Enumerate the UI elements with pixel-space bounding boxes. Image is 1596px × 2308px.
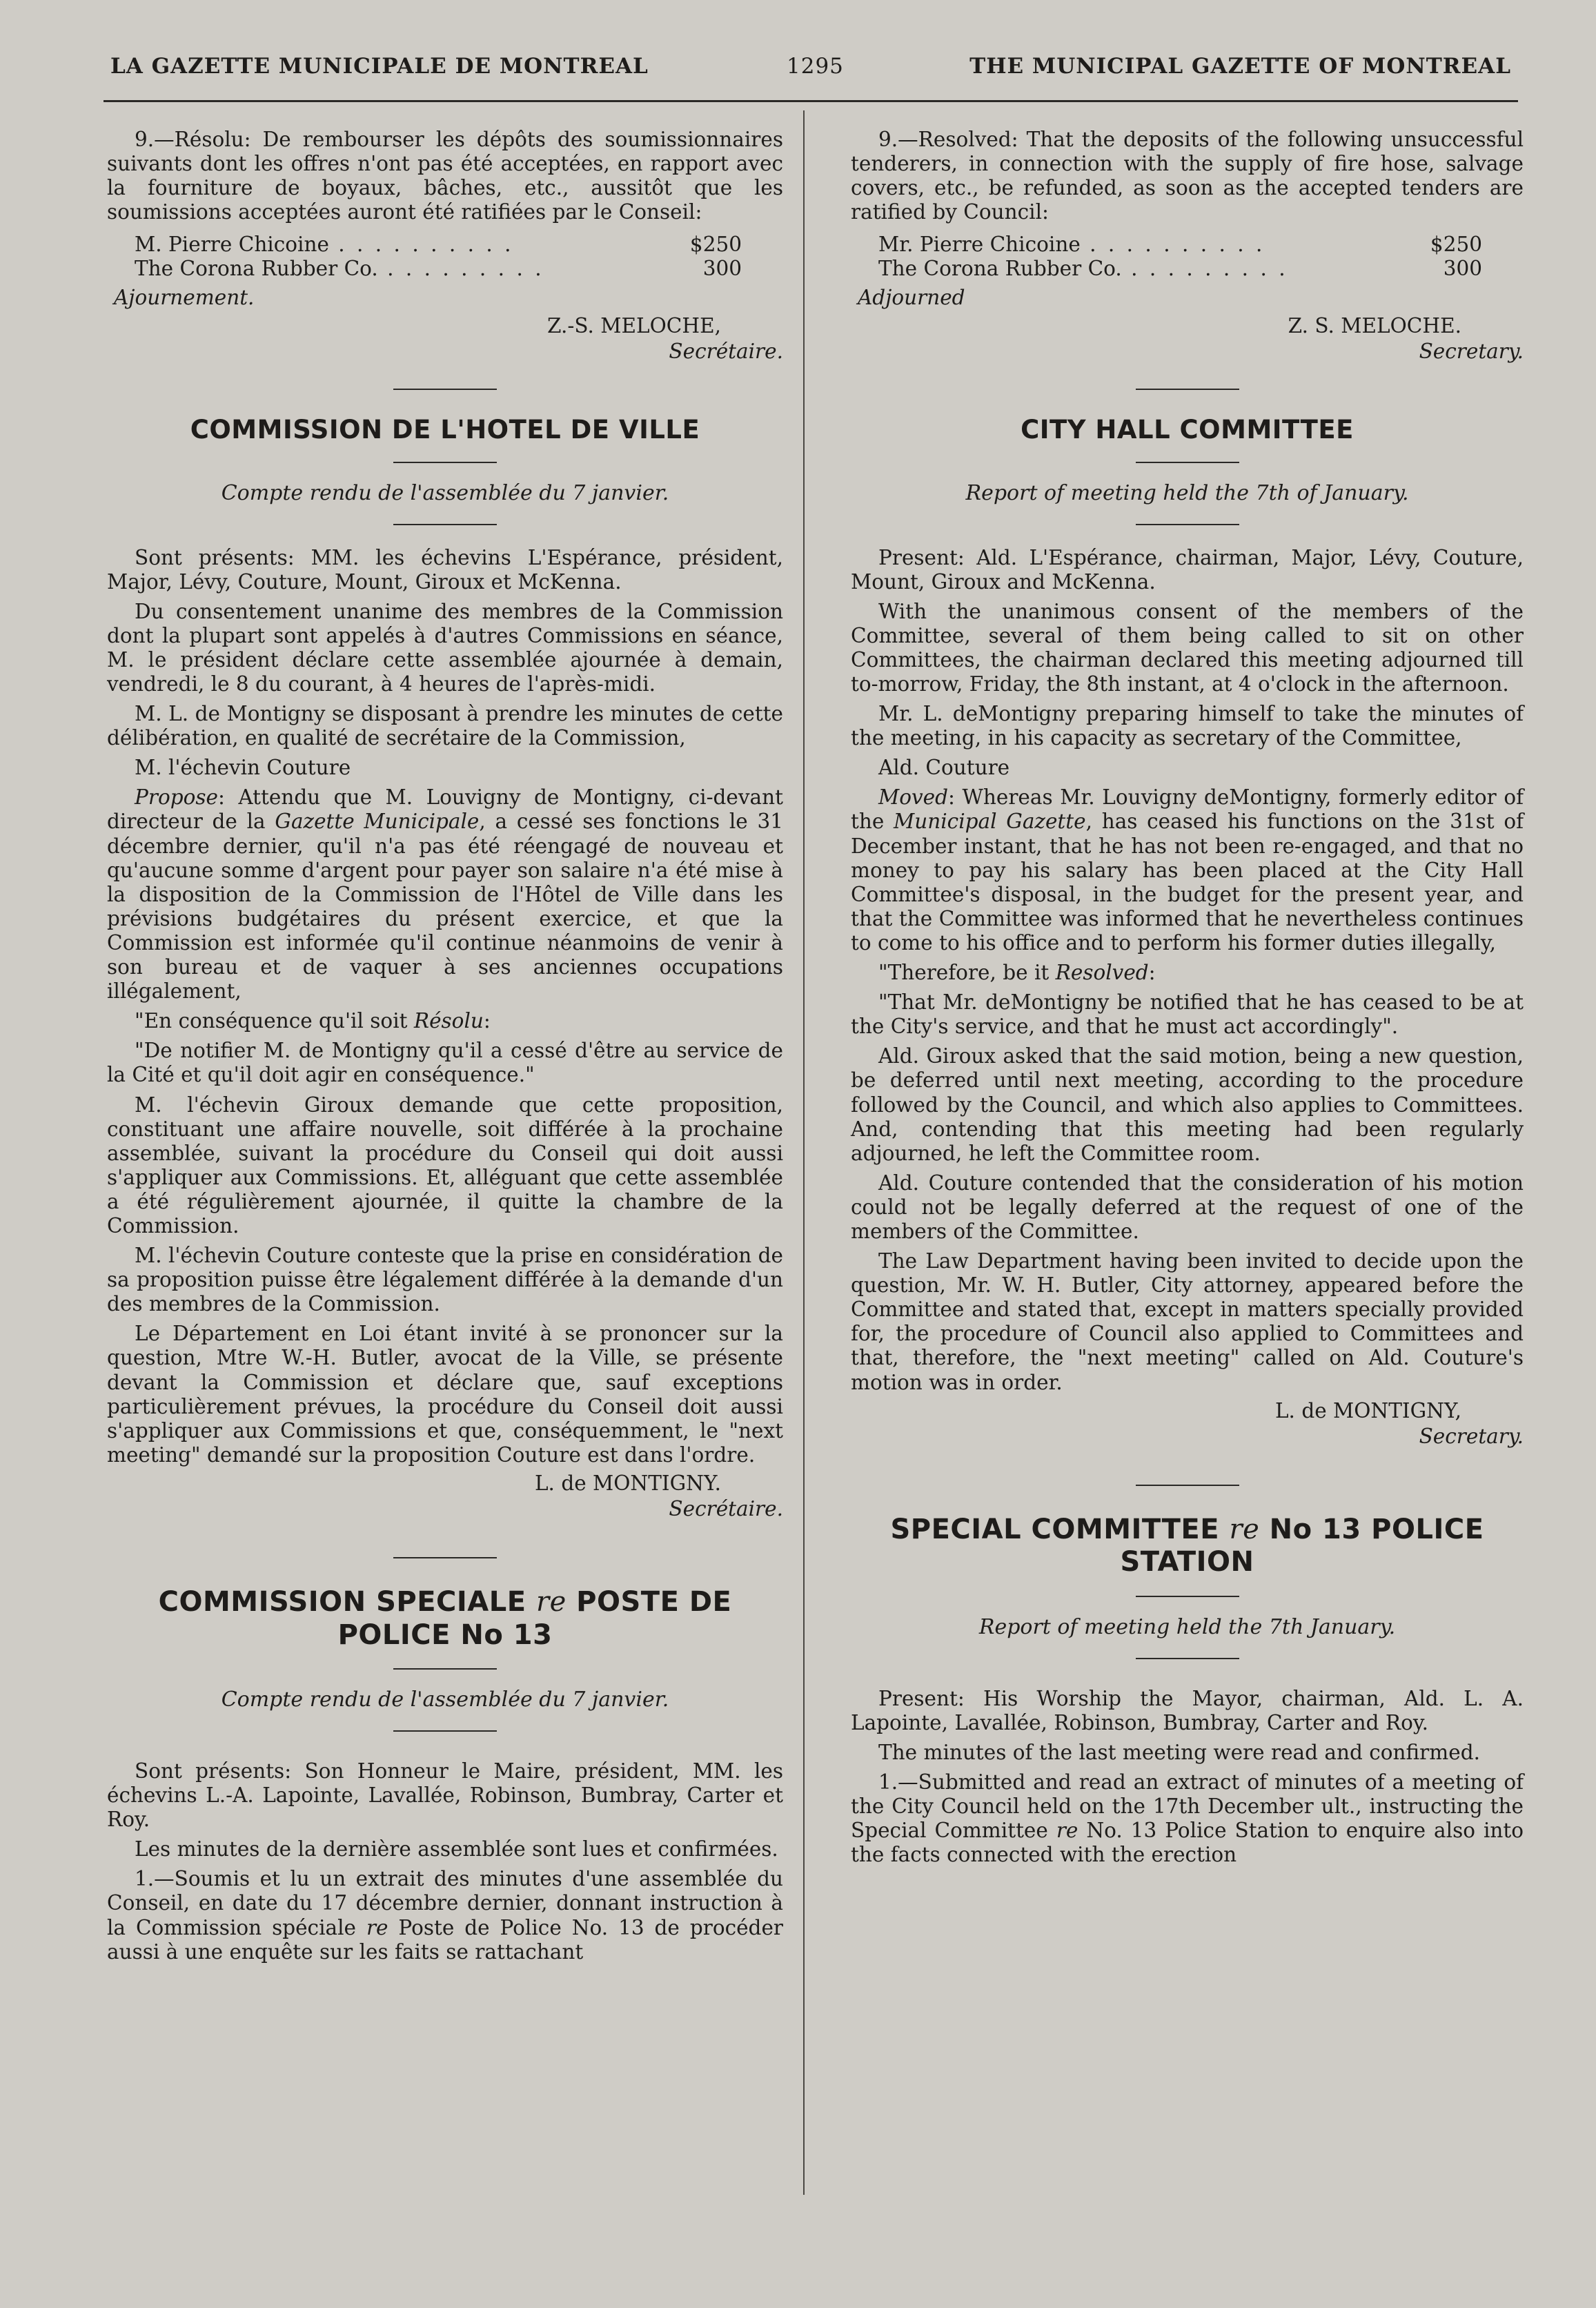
section-rule	[1136, 1658, 1239, 1659]
signature-title: Secretary.	[1419, 1424, 1524, 1448]
tenderer-name: The Corona Rubber Co. . . .	[878, 257, 1420, 281]
running-head	[110, 54, 1511, 81]
motion-label: Propose	[135, 785, 218, 810]
section-rule	[393, 1557, 497, 1558]
tenderer-name: The Corona Rubber Co. . . .	[135, 257, 680, 281]
paragraph: The Law Department having been invited to decide upon the question, Mr. W. H. Butler, City attorney, appeared before the Committee and stated that, except in matters specially provided for, the procedure of Council also applied to Committees and that, therefore, the "next meeting" called on Ald. Couture's motion was in order.	[851, 1249, 1524, 1394]
resolution-label: Résolu	[413, 1009, 484, 1033]
deposit-list	[851, 233, 1524, 281]
text-run: re	[1229, 1513, 1260, 1545]
section-rule	[393, 389, 497, 390]
paragraph: M. l'échevin Giroux demande que cette proposition, constituant une affaire nouvelle, soit différée à la prochaine assemblée, suivant la procédure du Conseil qui doit aussi s'appliquer aux Commissions. Et, alléguant que cette assemblée a été régulièrement ajournée, il quitte la chambre de la Commission.	[107, 1093, 783, 1238]
paragraph: Present: Ald. L'Espérance, chairman, Major, Lévy, Couture, Mount, Giroux and McKenna.	[851, 545, 1524, 594]
section-subheading: Compte rendu de l'assemblée du 7 janvier.	[221, 480, 669, 505]
adjourned-note: Ajournement.	[114, 285, 255, 309]
paragraph: Les minutes de la dernière assemblée sont lues et confirmées.	[135, 1837, 778, 1861]
page-number: 1295	[787, 54, 844, 79]
resolution-9: 9.—Resolved: That the deposits of the following unsuccessful tenderers, in connection with the supply of fire hose, salvage covers, etc., be refunded, as soon as the accepted tenders are ratified by Council:	[851, 128, 1524, 224]
french-column	[107, 128, 783, 1964]
paragraph	[851, 961, 1524, 985]
paragraph: "De notifier M. de Montigny qu'il a cessé d'être au service de la Cité et qu'il doit agir en conséquence."	[107, 1039, 783, 1087]
text-run: :	[483, 1009, 491, 1033]
paragraph: Mr. L. deMontigny preparing himself to take the minutes of the meeting, in his capacity as secretary of the Committee,	[851, 702, 1524, 750]
signature-title: Secrétaire.	[669, 1497, 783, 1521]
resolution-label: Resolved	[1055, 961, 1149, 985]
paragraph: M. L. de Montigny se disposant à prendre les minutes de cette délibération, en qualité de secrétaire de la Commission,	[107, 702, 783, 750]
english-column	[851, 128, 1524, 1867]
resolution-9: 9.—Résolu: De rembourser les dépôts des soumissionnaires suivants dont les offres n'ont pas été acceptées, en rapport avec la fourniture de boyaux, bâches, etc., aussitôt que les soumissions acceptées auront été ratifiées par le Conseil:	[107, 128, 783, 224]
section-subheading: Report of meeting held the 7th January.	[978, 1615, 1396, 1640]
signature-title: Secrétaire.	[669, 339, 783, 363]
section-heading	[107, 1586, 783, 1652]
paragraph: Du consentement unanime des membres de la Commission dont la plupart sont appelés à d'autres Commissions en séance, M. le président déclare cette assemblée ajournée à demain, vendredi, le 8 du courant, à 4 heures de l'après-midi.	[107, 599, 783, 696]
text-run: No. 13 Police Station to enquire also into the facts connected with the erection	[851, 1819, 1524, 1867]
signature-title: Secretary.	[1419, 339, 1524, 363]
text-run: SPECIAL COMMITTEE	[890, 1513, 1230, 1545]
paragraph: "That Mr. deMontigny be notified that he has ceased to be at the City's service, and that he must act accordingly".	[851, 990, 1524, 1039]
paragraph	[851, 1770, 1524, 1867]
list-item	[851, 233, 1524, 257]
paragraph: With the unanimous consent of the members of the Committee, several of them being called to sit on other Committees, the chairman declared this meeting adjourned till to-morrow, Friday, the 8th instant, at 4 o'clock in the afternoon.	[851, 599, 1524, 696]
running-head-english-title: THE MUNICIPAL GAZETTE OF MONTREAL	[969, 54, 1511, 79]
deposit-list	[107, 233, 783, 281]
section-rule	[393, 1730, 497, 1732]
list-item	[851, 257, 1524, 281]
section-rule	[1136, 1596, 1239, 1597]
text-run: re	[1056, 1819, 1078, 1843]
paragraph: Present: His Worship the Mayor, chairman, Ald. L. A. Lapointe, Lavallée, Robinson, Bumbray, Carter and Roy.	[851, 1686, 1524, 1734]
deposit-amount: 300	[702, 257, 742, 281]
section-rule	[1136, 462, 1239, 463]
section-rule	[1136, 389, 1239, 390]
section-rule	[393, 462, 497, 463]
text-run: re	[366, 1915, 388, 1939]
text-run: "En conséquence qu'il soit	[135, 1009, 414, 1033]
deposit-amount: $250	[1430, 233, 1482, 257]
section-heading	[851, 1514, 1524, 1579]
text-run: , has ceased his functions on the 31st of December instant, that he has not been re-engaged, and that no money to pay his salary has been placed at the City Hall Committee's disposal, in the budget for the present year, and that the Committee was informed that he nevertheless continues to come to his office and to perform his former duties illegally,	[851, 810, 1524, 955]
paragraph	[107, 785, 783, 1004]
text-run: : Attendu que M. Louvigny de Montigny, ci-devant directeur de la	[107, 785, 783, 834]
paragraph: The minutes of the last meeting were read and confirmed.	[878, 1740, 1480, 1764]
text-run: Poste de Police No. 13 de procéder aussi à une enquête sur les faits se rattachant	[107, 1915, 783, 1964]
paragraph: M. l'échevin Couture	[135, 756, 351, 780]
paragraph: Sont présents: MM. les échevins L'Espérance, président, Major, Lévy, Couture, Mount, Giroux et McKenna.	[107, 545, 783, 594]
section-heading: CITY HALL COMMITTEE	[1021, 414, 1354, 444]
section-subheading: Report of meeting held the 7th of January.	[965, 480, 1409, 505]
paragraph	[107, 1009, 783, 1033]
section-rule	[393, 524, 497, 525]
list-item	[107, 233, 783, 257]
list-item	[107, 257, 783, 281]
deposit-amount: $250	[689, 233, 742, 257]
paragraph: Le Département en Loi étant invité à se prononcer sur la question, Mtre W.-H. Butler, avocat de la Ville, se présente devant la Commission et déclare que, sauf exceptions particulièrement prévues, la procédure du Conseil doit aussi s'appliquer aux Commissions et que, conséquemment, le "next meeting" demandé sur la proposition Couture est dans l'ordre.	[107, 1322, 783, 1467]
section-heading: COMMISSION DE L'HOTEL DE VILLE	[190, 414, 700, 444]
running-head-french-title: LA GAZETTE MUNICIPALE DE MONTREAL	[110, 54, 649, 79]
signature-name: L. de MONTIGNY.	[534, 1471, 721, 1495]
signature-name: Z. S. MELOCHE.	[1288, 313, 1461, 338]
signature-name: L. de MONTIGNY,	[1274, 1398, 1461, 1422]
tenderer-name: Mr. Pierre Chicoine . . .	[878, 233, 1420, 257]
publication-name: Gazette Municipale	[275, 810, 480, 834]
adjourned-note: Adjourned	[858, 285, 965, 309]
text-run: No 13 POLICE STATION	[1120, 1513, 1484, 1578]
section-rule	[393, 1668, 497, 1670]
text-run: COMMISSION SPECIALE	[158, 1586, 536, 1618]
text-run: , a cessé ses fonctions le 31 décembre dernier, qu'il n'a pas été réengagé de nouveau et qu'aucune somme d'argent pour payer son salaire n'a été mise à la disposition de la Commission de l'Hôtel de Ville dans les prévisions budgétaires du présent exercice, et que la Commission est informée qu'il continue néanmoins de venir à son bureau et de vaquer à ses anciennes occupations illégalement,	[107, 810, 783, 1004]
header-rule	[104, 100, 1518, 102]
text-run: :	[1148, 961, 1156, 985]
publication-name: Municipal Gazette	[894, 810, 1086, 834]
paragraph	[107, 1867, 783, 1964]
paragraph: M. l'échevin Couture conteste que la prise en considération de sa proposition puisse être légalement différée à la demande d'un des membres de la Commission.	[107, 1244, 783, 1316]
section-rule	[1136, 524, 1239, 525]
paragraph: Ald. Couture contended that the consideration of his motion could not be legally deferred at the request of one of the members of the Committee.	[851, 1171, 1524, 1243]
motion-label: Moved	[878, 785, 948, 810]
text-run: : Whereas Mr. Louvigny deMontigny, formerly editor of the	[851, 785, 1524, 834]
column-divider	[803, 110, 805, 2195]
text-run: POSTE DE POLICE No 13	[337, 1586, 732, 1651]
text-run: re	[535, 1586, 567, 1618]
paragraph: Sont présents: Son Honneur le Maire, président, MM. les échevins L.-A. Lapointe, Lavallée, Robinson, Bumbray, Carter et Roy.	[107, 1759, 783, 1832]
text-run: 1.—Soumis et lu un extrait des minutes d'une assemblée du Conseil, en date du 17 décembre dernier, donnant instruction à la Commission spéciale	[107, 1867, 783, 1939]
paragraph	[851, 785, 1524, 955]
section-subheading: Compte rendu de l'assemblée du 7 janvier.	[221, 1688, 669, 1712]
tenderer-name: M. Pierre Chicoine . . .	[135, 233, 680, 257]
paragraph: Ald. Couture	[878, 756, 1010, 780]
text-run: 1.—Submitted and read an extract of minutes of a meeting of the City Council held on the 17th December ult., instructing the Special Committee	[851, 1770, 1524, 1843]
section-rule	[1136, 1485, 1239, 1486]
deposit-amount: 300	[1443, 257, 1482, 281]
paragraph: Ald. Giroux asked that the said motion, being a new question, be deferred until next meeting, according to the procedure followed by the Council, and which also applies to Committees. And, contending that this meeting had been regularly adjourned, he left the Committee room.	[851, 1044, 1524, 1165]
text-run: "Therefore, be it	[878, 961, 1056, 985]
signature-name: Z.-S. MELOCHE,	[547, 313, 721, 338]
